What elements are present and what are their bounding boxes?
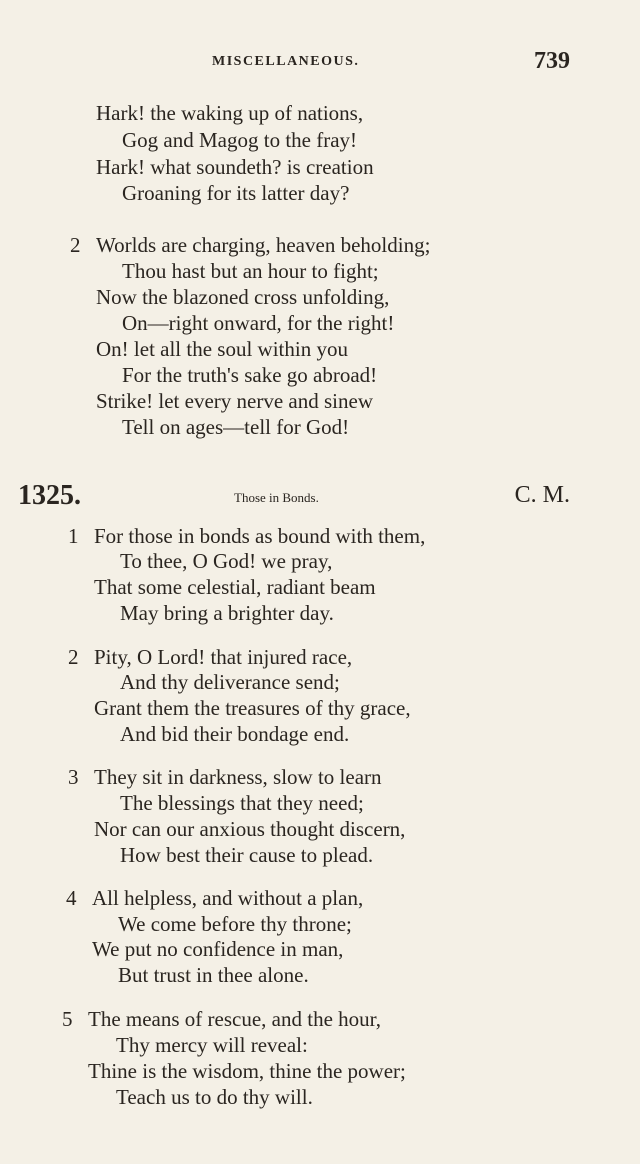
verse-line: On—right onward, for the right!: [122, 311, 395, 335]
stanza-number: 2: [68, 645, 79, 669]
verse-line: The means of rescue, and the hour,: [88, 1007, 382, 1031]
verse-line: Worlds are charging, heaven beholding;: [96, 233, 431, 257]
verse-line: Gog and Magog to the fray!: [122, 128, 358, 152]
verse-line: On! let all the soul within you: [96, 337, 348, 361]
stanza-number: 1: [68, 524, 79, 548]
verse-line: To thee, O God! we pray,: [120, 549, 333, 573]
verse-line: Thine is the wisdom, thine the power;: [88, 1059, 406, 1083]
stanza-number: 3: [68, 765, 79, 789]
verse-line: How best their cause to plead.: [120, 843, 374, 867]
verse-line: For the truth's sake go abroad!: [122, 363, 378, 387]
verse-line: And bid their bondage end.: [120, 722, 350, 746]
hymn-header: [0, 480, 640, 514]
hymn-number: 1325.: [18, 480, 81, 511]
stanza-number: 5: [62, 1007, 73, 1031]
verse-line: They sit in darkness, slow to learn: [94, 765, 382, 789]
verse-line: Pity, O Lord! that injured race,: [94, 645, 353, 669]
verse-line: We come before thy throne;: [118, 912, 352, 936]
verse-line: We put no confidence in man,: [92, 937, 344, 961]
section-title: MISCELLANEOUS.: [212, 54, 360, 69]
stanza-number: 4: [66, 886, 77, 910]
hymn-title: Those in Bonds.: [234, 490, 319, 505]
verse-line: All helpless, and without a plan,: [92, 886, 364, 910]
stanza-number: 2: [70, 233, 81, 257]
verse-line: Now the blazoned cross unfolding,: [96, 285, 390, 309]
verse-line: Teach us to do thy will.: [116, 1085, 313, 1109]
verse-line: Nor can our anxious thought discern,: [94, 817, 406, 841]
verse-line: Hark! what soundeth? is creation: [96, 155, 374, 179]
page-number: 739: [534, 48, 570, 74]
verse-line: Tell on ages—tell for God!: [122, 415, 350, 439]
verse-line: That some celestial, radiant beam: [94, 575, 376, 599]
verse-line: But trust in thee alone.: [118, 963, 309, 987]
verse-line: Hark! the waking up of nations,: [96, 101, 364, 125]
verse-line: May bring a brighter day.: [120, 601, 334, 625]
verse-line: Grant them the treasures of thy grace,: [94, 696, 411, 720]
verse-line: Thy mercy will reveal:: [116, 1033, 308, 1057]
verse-line: Groaning for its latter day?: [122, 181, 350, 205]
verse-line: Thou hast but an hour to fight;: [122, 259, 379, 283]
verse-line: The blessings that they need;: [120, 791, 364, 815]
verse-line: And thy deliverance send;: [120, 670, 340, 694]
verse-line: Strike! let every nerve and sinew: [96, 389, 373, 413]
verse-line: For those in bonds as bound with them,: [94, 524, 426, 548]
hymn-meter: C. M.: [514, 482, 570, 508]
running-head: [0, 48, 640, 76]
